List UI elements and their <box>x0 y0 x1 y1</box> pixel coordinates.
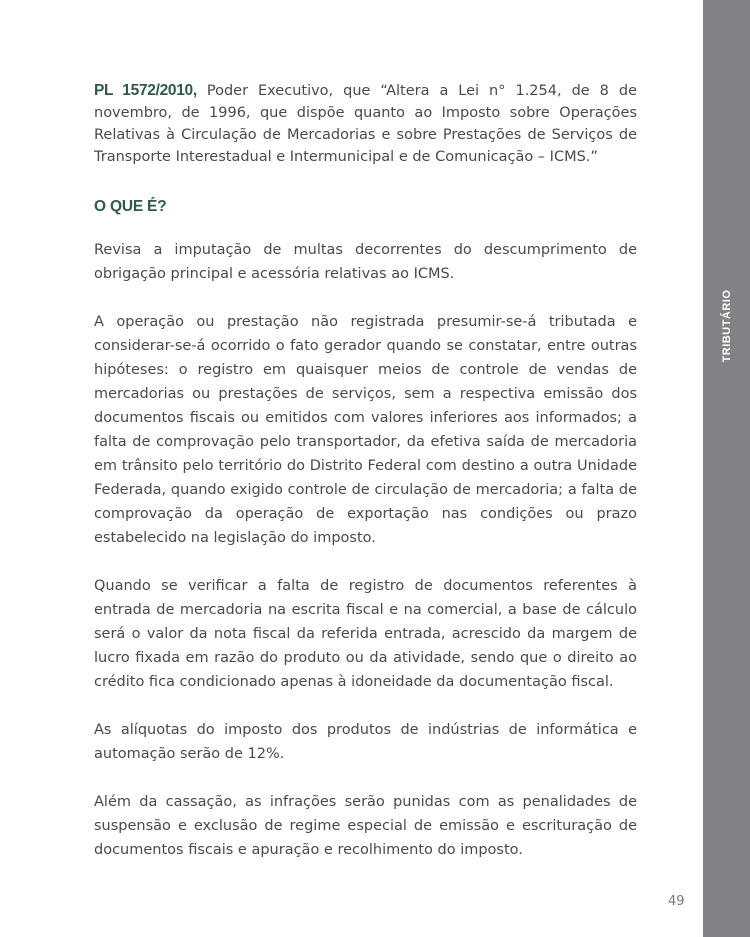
paragraph-1: Revisa a imputação de multas decorrentes do descumprimento de obrigação principal e acessória relativas ao ICMS. <box>94 242 637 282</box>
bill-description: Poder Executivo, que “Altera a Lei n° 1.254, de 8 de novembro, de 1996, que dispõe quanto ao Imposto sobre Operações Relativas à Circulação de Mercadorias e sobre Prestações de Serviços de Transporte Interestadual e Intermunicipal e de Comunicação – ICMS.” <box>94 83 637 165</box>
section-heading: O QUE É? <box>94 198 167 215</box>
paragraph-5: Além da cassação, as infrações serão punidas com as penalidades de suspensão e exclusão de regime especial de emissão e escrituração de documentos fiscais e apuração e recolhimento do imposto. <box>94 794 637 858</box>
paragraph-3: Quando se verificar a falta de registro de documentos referentes à entrada de mercadoria na escrita fiscal e na comercial, a base de cálculo será o valor da nota fiscal da referida entrada, acrescido da margem de lucro fixada em razão do produto ou da atividade, sendo que o direito ao crédito fica condicionado apenas à idoneidade da documentação fiscal. <box>94 578 637 690</box>
page-number: 49 <box>668 894 685 909</box>
bill-code: PL 1572/2010, <box>94 82 197 99</box>
document-body <box>94 80 637 886</box>
paragraph-4: As alíquotas do imposto dos produtos de indústrias de informática e automação serão de 12%. <box>94 722 637 762</box>
section-side-band <box>703 0 750 937</box>
bill-intro <box>94 80 637 168</box>
paragraph-2: A operação ou prestação não registrada presumir-se-á tributada e considerar-se-á ocorrido o fato gerador quando se constatar, entre outras hipóteses: o registro em quaisquer meios de controle de vendas de mercadorias ou prestações de serviços, sem a respectiva emissão dos documentos fiscais ou emitidos com valores inferiores aos informados; a falta de comprovação pelo transportador, da efetiva saída de mercadoria em trânsito pelo território do Distrito Federal com destino a outra Unidade Federada, quando exigido controle de circulação de mercadoria; a falta de comprovação da operação de exportação nas condições ou prazo estabelecido na legislação do imposto. <box>94 314 637 546</box>
section-side-label: TRIBUTÁRIO <box>720 289 733 363</box>
